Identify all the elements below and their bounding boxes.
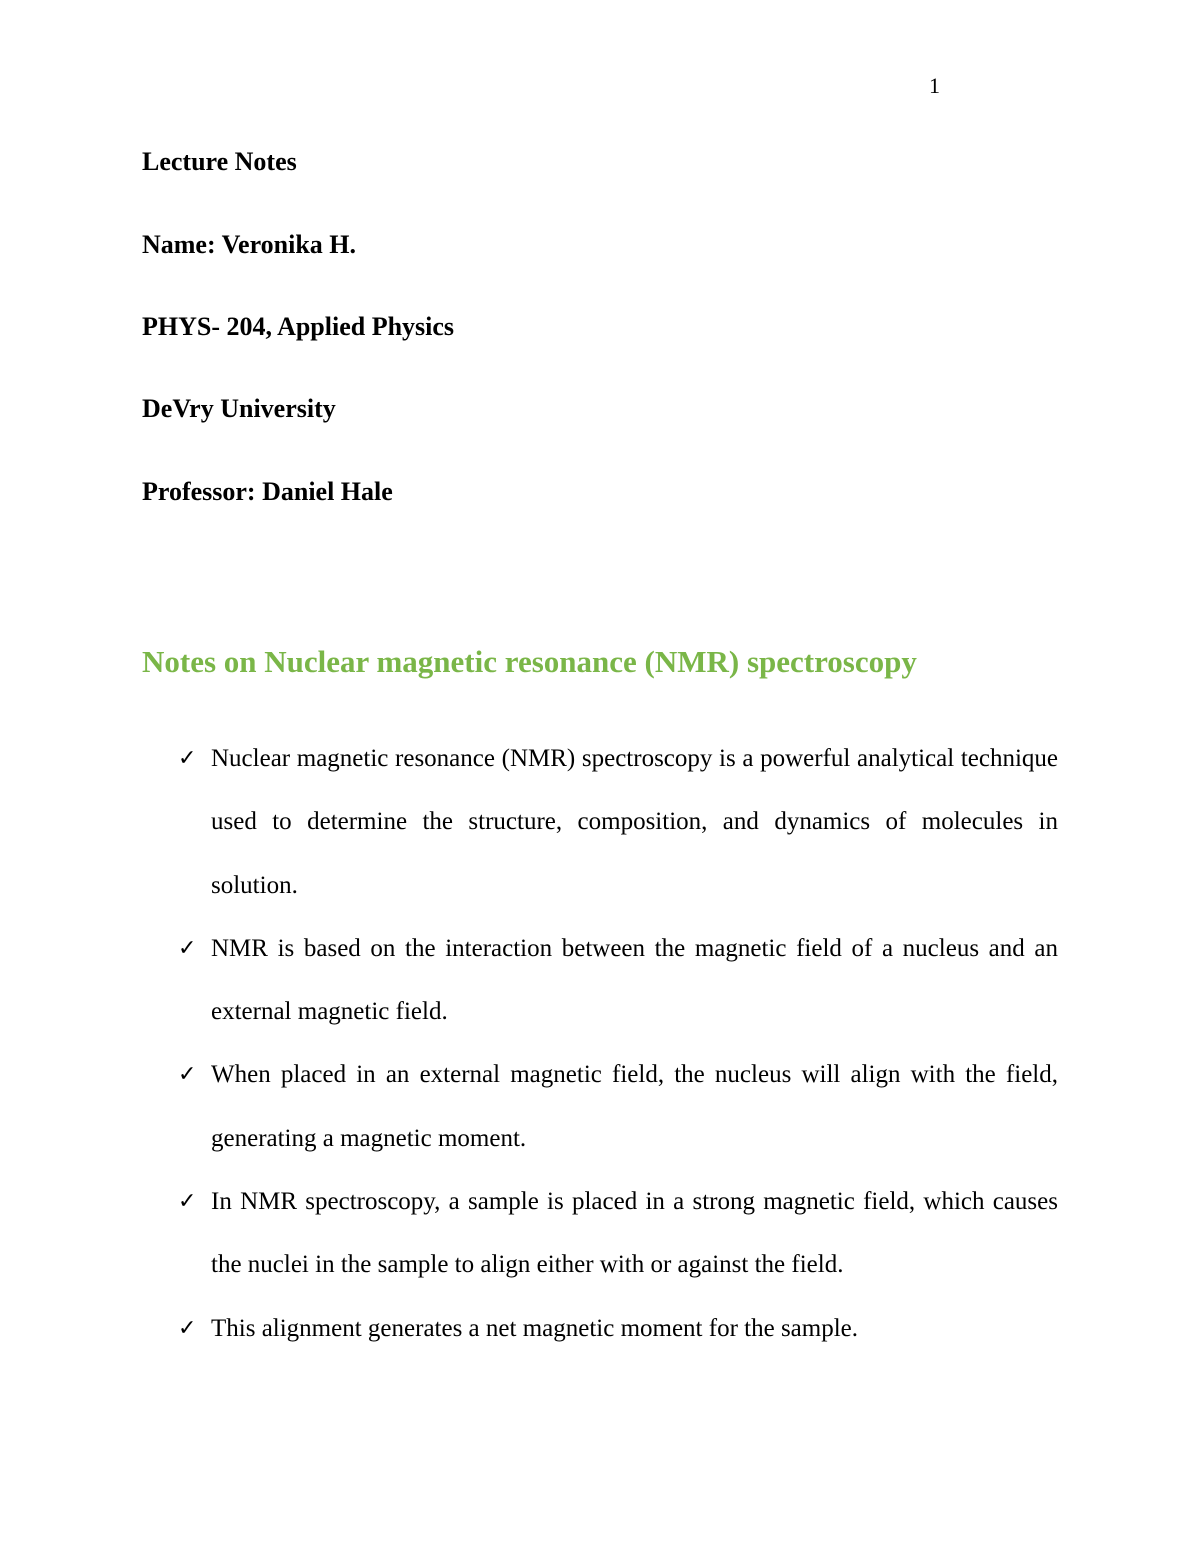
- list-item-text: In NMR spectroscopy, a sample is placed in a strong magnetic field, which causes the nuclei in the sample to align either with or against the field.: [211, 1188, 1058, 1279]
- list-item: [178, 1043, 1058, 1170]
- university-name: DeVry University: [142, 394, 336, 423]
- list-item-text: When placed in an external magnetic field, the nucleus will align with the field, generating a magnetic moment.: [211, 1061, 1058, 1152]
- document-title: Lecture Notes: [142, 147, 297, 176]
- check-mark-icon: ✓: [178, 1315, 197, 1341]
- page-number: 1: [929, 73, 940, 98]
- course-name: PHYS- 204, Applied Physics: [142, 312, 455, 341]
- list-item-text: NMR is based on the interaction between the magnetic field of a nucleus and an external magnetic field.: [211, 934, 1058, 1026]
- student-name: Name: Veronika H.: [142, 230, 357, 259]
- list-item: [178, 1297, 1058, 1360]
- list-item: [178, 917, 1058, 1044]
- bullet-list: [178, 727, 1058, 1360]
- professor-name: Professor: Daniel Hale: [142, 477, 393, 506]
- check-mark-icon: ✓: [178, 1189, 197, 1215]
- check-mark-icon: ✓: [178, 935, 197, 961]
- list-item-text: This alignment generates a net magnetic moment for the sample.: [211, 1314, 859, 1342]
- list-item: [178, 1170, 1058, 1297]
- check-mark-icon: ✓: [178, 1062, 197, 1088]
- list-item-text: Nuclear magnetic resonance (NMR) spectroscopy is a powerful analytical technique used to determine the structure, composition, and dynamics of molecules in solution.: [211, 745, 1058, 899]
- list-item: [178, 727, 1058, 917]
- section-title: Notes on Nuclear magnetic resonance (NMR) spectroscopy: [142, 644, 917, 679]
- check-mark-icon: ✓: [178, 746, 197, 771]
